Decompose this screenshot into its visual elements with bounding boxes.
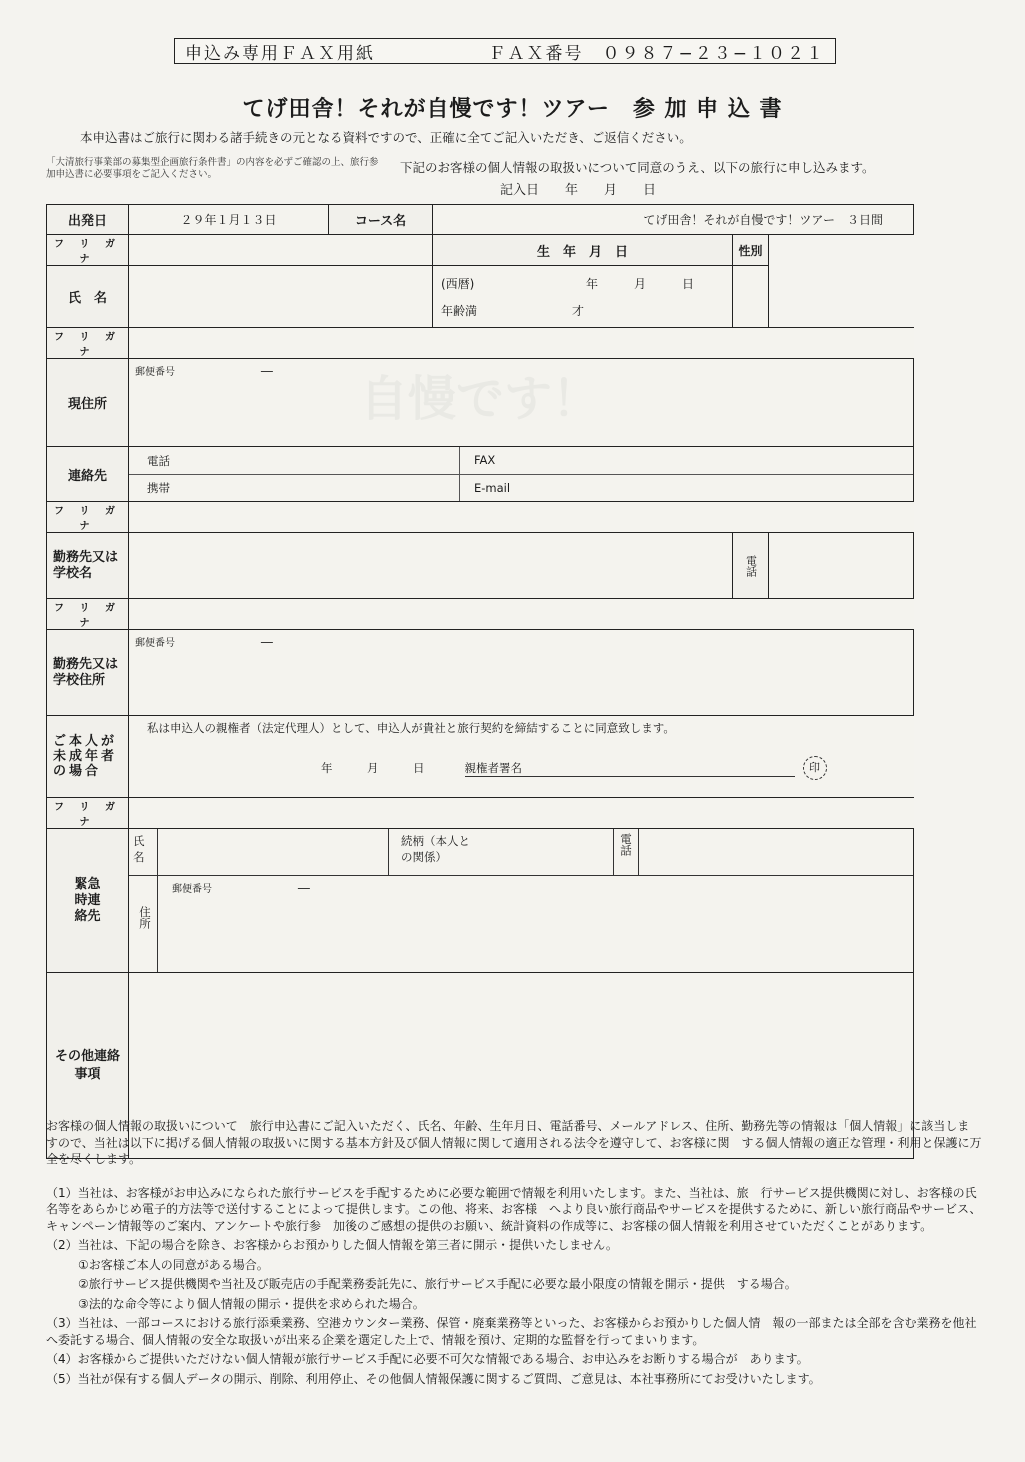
work-furigana-field[interactable] [129, 502, 914, 533]
background-ghost-text: 自慢です！ [360, 371, 601, 427]
birth-field[interactable] [433, 266, 733, 328]
seal-mark: 印 [803, 756, 827, 780]
sex-field[interactable] [733, 266, 769, 328]
em-phone-field[interactable] [639, 829, 913, 875]
departure-row [47, 205, 914, 235]
application-form [46, 204, 914, 1159]
emergency-row [47, 829, 914, 973]
contact-label: 連絡先 [47, 447, 129, 502]
emergency-furigana-row [47, 798, 914, 829]
fax-label: FAX [459, 447, 495, 474]
work-phone-field[interactable] [769, 533, 914, 599]
work-row [47, 533, 914, 599]
minor-text: 私は申込人の親権者（法定代理人）として、申込人が貴社と旅行契約を締結することに同意致します。 [147, 721, 675, 735]
privacy-item-2-2: ②旅行サービス提供機関や当社及び販売店の手配業務委託先に、旅行サービス手配に必要な最小限度の情報を開示・提供 する場合。 [78, 1277, 797, 1291]
postal-label: 郵便番号 [135, 638, 175, 649]
furigana-label: フ リ ガ ナ [47, 235, 129, 266]
em-address-field[interactable] [158, 876, 913, 972]
name-label: 氏 名 [47, 266, 129, 328]
fax-header [174, 38, 836, 64]
departure-label: 出発日 [47, 205, 129, 235]
fax-number: ＦＡＸ番号 ０９８７−２３−１０２１ [488, 43, 825, 64]
work-phone-label: 電話 [733, 533, 769, 599]
side-note: 「大清旅行事業部の募集型企画旅行条件書」の内容を必ずご確認の上、旅行参加申込書に必要事項をご記入ください。 [46, 157, 379, 180]
address-field[interactable] [129, 359, 914, 447]
email-label: E-mail [459, 475, 510, 501]
furigana-label: フ リ ガ ナ [47, 328, 129, 359]
birth-ymd: 年 月 日 [585, 276, 694, 291]
emergency-field[interactable] [129, 829, 914, 973]
course-value[interactable]: てげ田舎！それが自慢です！ツアー ３日間 [433, 205, 914, 235]
privacy-intro: お客様の個人情報の取扱いについて 旅行申込書にご記入いただく、氏名、年齢、生年月日、電話番号、メールアドレス、住所、勤務先等の情報は「個人情報」に該当しま すので、当社は以下に掲げる個人情報の取扱いに関する基本方針及び個人情報に関して適用される法令を遵守して、お客様に関 する個人情報の適正な管理・利用と保護に万全を尽くします。 [46, 1119, 982, 1166]
privacy-policy [46, 1118, 986, 1390]
other-label: その他連絡事項 [47, 973, 129, 1159]
privacy-item-3: （3）当社は、一部コースにおける旅行添乗業務、空港カウンター業務、保管・廃棄業務等といった、お客様からお預かりした個人情 報の一部または全部を含む業務を他社へ委託する場合、個人情報の安全な取扱いが出来る企業を選定した上で、情報を預け、定期的な監督を行ってまいります。 [46, 1316, 977, 1347]
postal-dash: ― [260, 635, 273, 649]
address-label: 現住所 [47, 359, 129, 447]
minor-row [47, 716, 914, 798]
phone-label: 電話 [147, 453, 170, 468]
work-field[interactable] [129, 533, 733, 599]
agreement-line: 下記のお客様の個人情報の取扱いについて同意のうえ、以下の旅行に申し込みます。 [400, 160, 875, 175]
name-furigana-row [47, 235, 914, 266]
furigana-label: フ リ ガ ナ [47, 599, 129, 630]
work-address-furigana-field[interactable] [129, 599, 914, 630]
postal-dash: ― [297, 881, 310, 895]
minor-date: 年 月 日 [321, 761, 425, 775]
furigana-label: フ リ ガ ナ [47, 502, 129, 533]
name-furigana-field[interactable] [129, 235, 433, 266]
age-label: 年齢満 [441, 303, 478, 318]
privacy-item-4: （4）お客様からご提供いただけない個人情報が旅行サービス手配に必要不可欠な情報である場合、お申込みをお断りする場合が あります。 [46, 1352, 809, 1366]
work-address-furigana-row [47, 599, 914, 630]
departure-value[interactable]: ２９年１月１３日 [129, 205, 329, 235]
work-furigana-row [47, 502, 914, 533]
address-furigana-row [47, 328, 914, 359]
postal-label: 郵便番号 [172, 884, 212, 895]
contact-field[interactable] [129, 447, 914, 502]
birth-seireki: (西暦) [441, 276, 475, 291]
em-relation-field[interactable] [479, 829, 614, 875]
privacy-item-2: （2）当社は、下記の場合を除き、お客様からお預かりした個人情報を第三者に開示・提供いたしません。 [46, 1238, 618, 1252]
guardian-sign-label: 親権者署名 [465, 760, 795, 777]
birth-label: 生 年 月 日 [433, 235, 733, 266]
address-row [47, 359, 914, 447]
course-label: コース名 [329, 205, 433, 235]
contact-row [47, 447, 914, 502]
age-unit: 才 [571, 303, 584, 318]
em-address-label: 住所 [129, 876, 158, 972]
lead-text: 本申込書はご旅行に関わる諸手続きの元となる資料ですので、正確に全てご記入いただき、ご返信ください。 [80, 130, 692, 145]
postal-label: 郵便番号 [135, 367, 175, 378]
blank-area [769, 235, 914, 328]
em-phone-label: 電話 [614, 829, 639, 875]
em-relation-label: 続柄（本人との関係） [401, 834, 470, 864]
privacy-item-5: （5）当社が保有する個人データの開示、削除、利用停止、その他個人情報保護に関するご質問、ご意見は、本社事務所にてお受けいたします。 [46, 1371, 821, 1386]
address-furigana-field[interactable] [129, 328, 914, 359]
work-label: 勤務先又は学校名 [47, 533, 129, 599]
sex-label: 性別 [733, 235, 769, 266]
work-address-row [47, 630, 914, 716]
entry-date: 記入日 年 月 日 [500, 183, 657, 198]
minor-label: ご本人が未成年者の場合 [47, 716, 129, 798]
work-address-label: 勤務先又は学校住所 [47, 630, 129, 716]
emergency-furigana-field[interactable] [129, 798, 914, 829]
page-title: てげ田舎！それが自慢です！ツアー 参 加 申 込 書 [242, 97, 783, 122]
fax-header-label: 申込み専用ＦＡＸ用紙 [185, 43, 375, 64]
postal-dash: ― [260, 364, 273, 378]
name-field[interactable] [129, 266, 433, 328]
privacy-item-1: （1）当社は、お客様がお申込みになられた旅行サービスを手配するために必要な範囲で情報を利用いたします。また、当社は、旅 行サービス提供機関に対し、お客様の氏名等をあらかじめ電子的方法等で送付することによって提供します。この他、将来、お客様 へより良い旅行商品やサービスを提供するために、新しい旅行商品やサービス、キャンペーン情報等のご案内、アンケートや旅行参 加後のご感想の提供のお願い、統計資料の作成等に、お客様の個人情報を利用させていただくことがあります。 [46, 1185, 982, 1233]
em-name-field[interactable] [158, 829, 389, 875]
privacy-item-2-1: ①お客様ご本人の同意がある場合。 [78, 1257, 269, 1272]
furigana-label: フ リ ガ ナ [47, 798, 129, 829]
mobile-label: 携帯 [147, 481, 170, 495]
work-address-field[interactable] [129, 630, 914, 716]
minor-field[interactable] [129, 716, 914, 798]
emergency-label: 緊急時連絡先 [47, 829, 129, 973]
privacy-item-2-3: ③法的な命令等により個人情報の開示・提供を求められた場合。 [78, 1296, 425, 1311]
em-name-label: 氏名 [129, 829, 158, 875]
